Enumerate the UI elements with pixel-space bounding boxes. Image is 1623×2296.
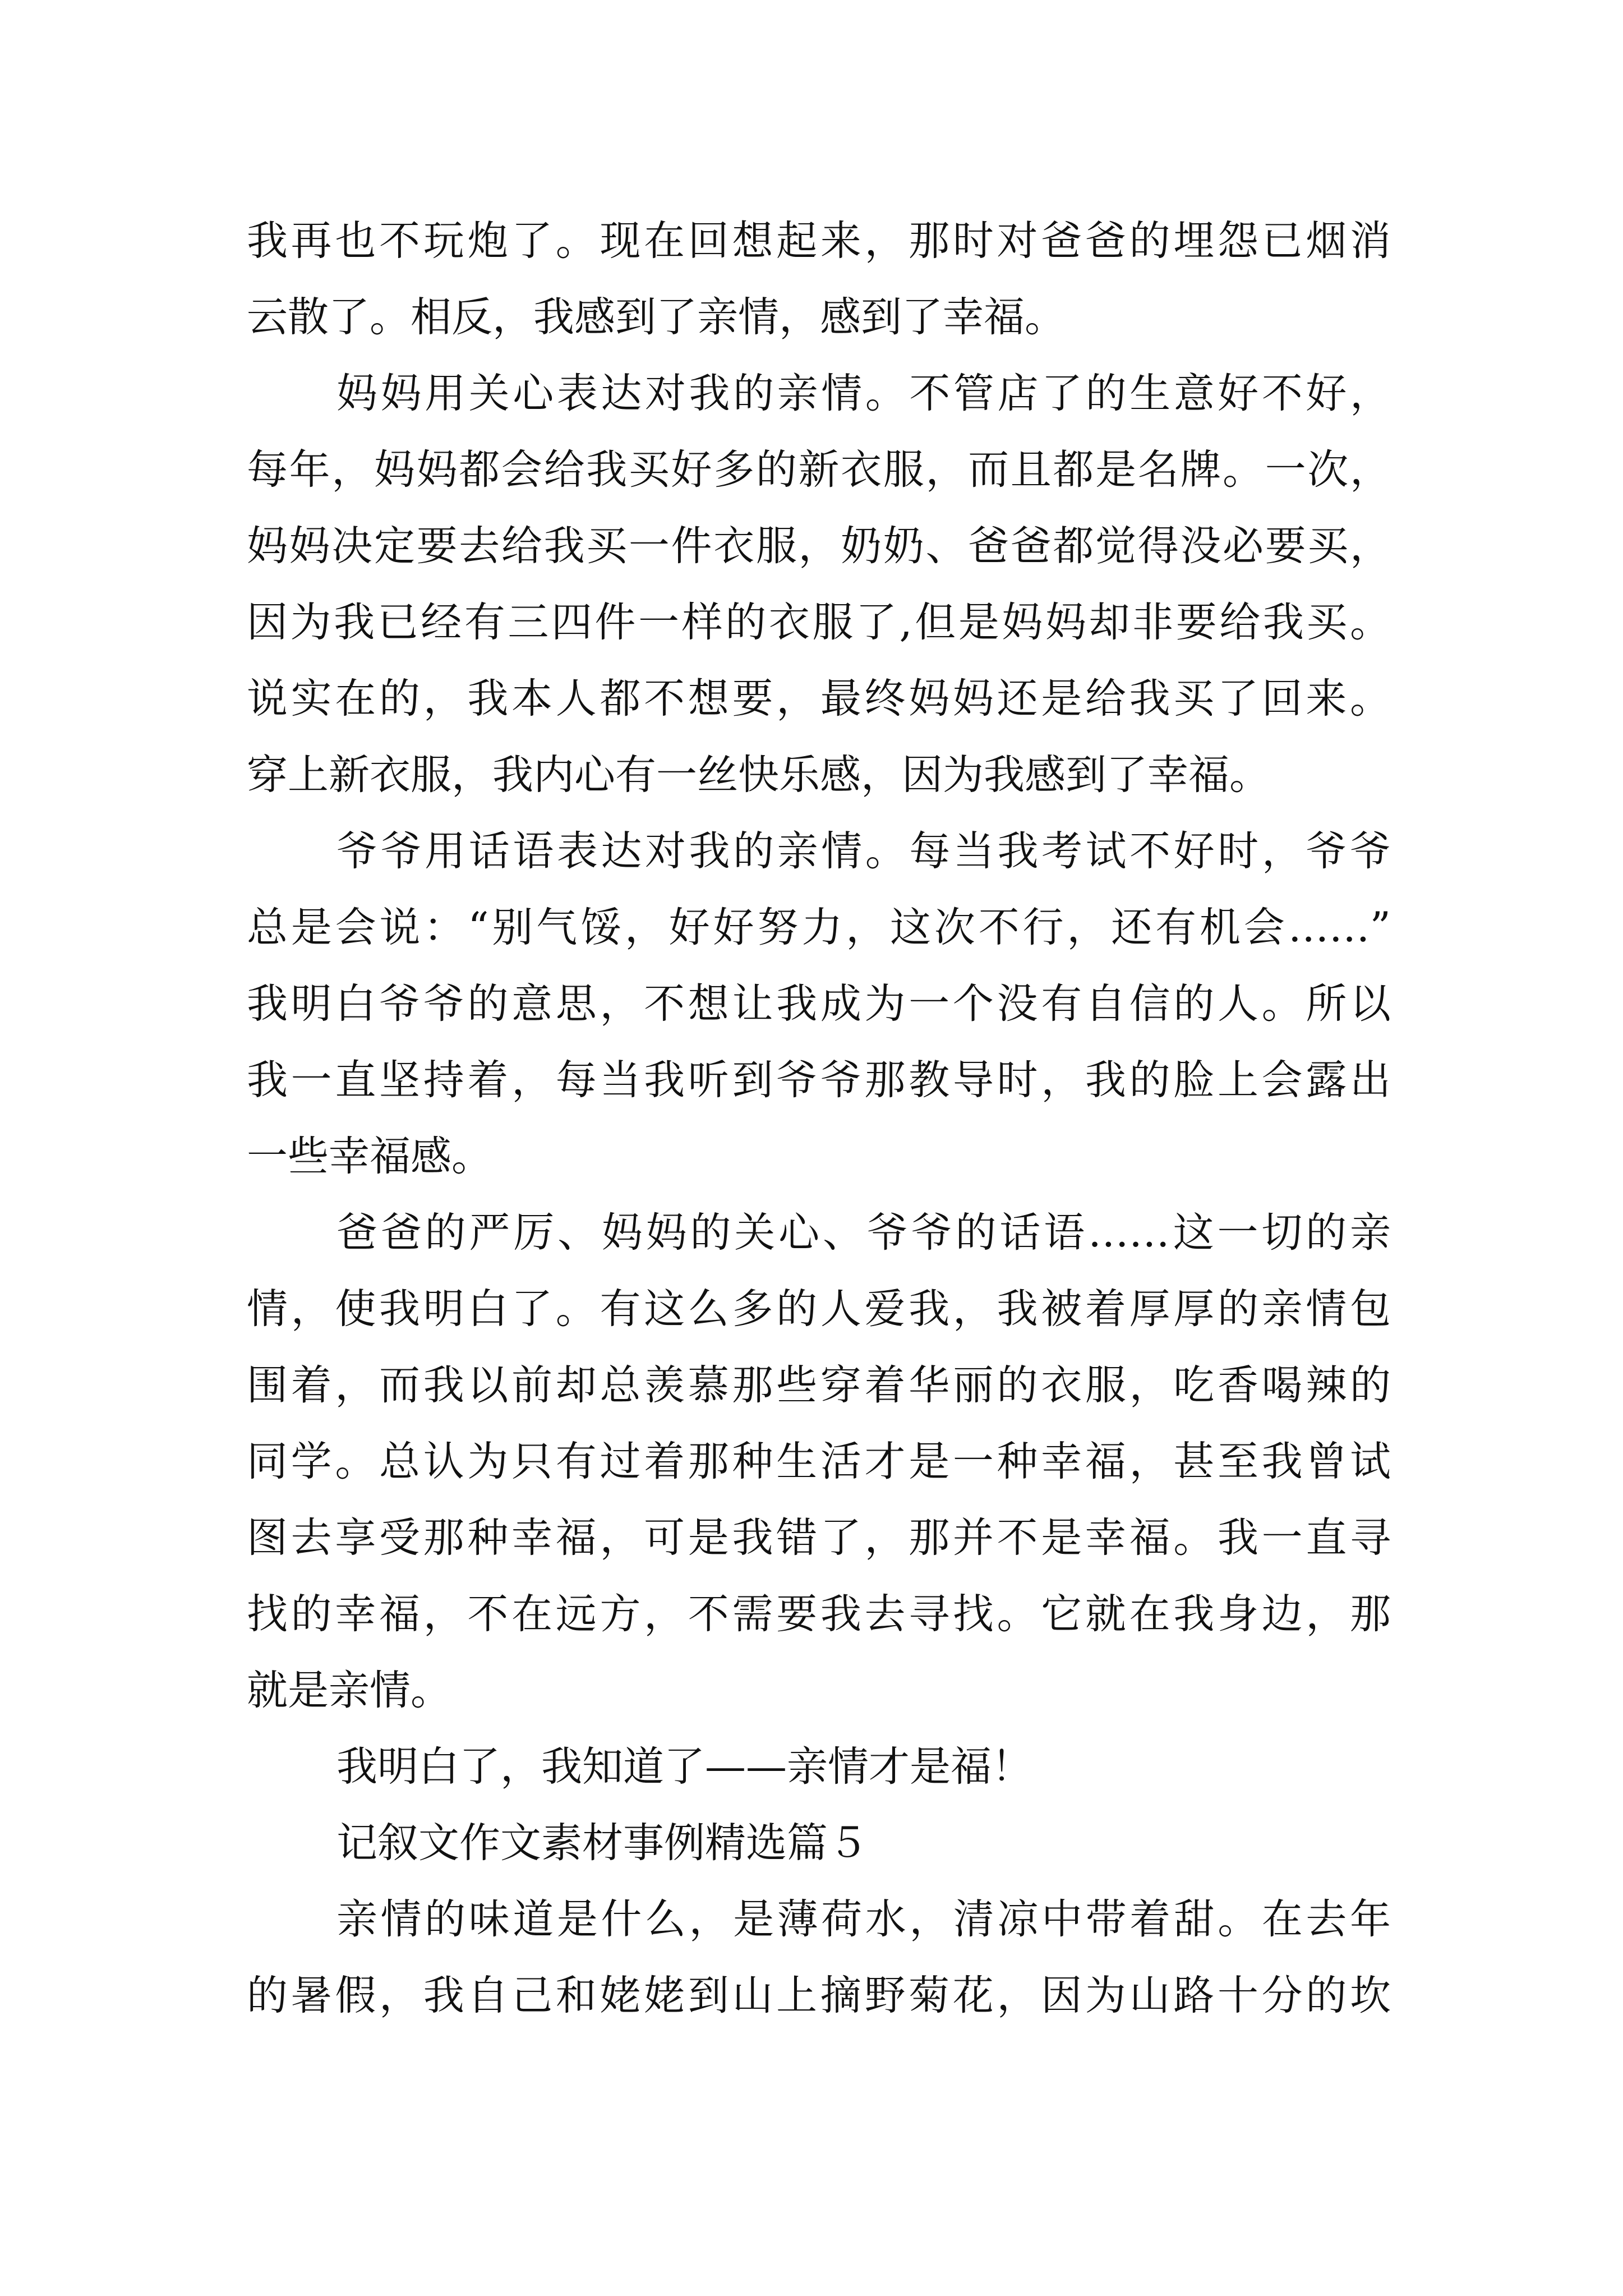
text-line: 同学。总认为只有过着那种生活才是一种幸福，甚至我曾试: [247, 1438, 1391, 1485]
section-heading: [247, 1805, 1391, 1881]
paragraph: [247, 203, 1391, 356]
text-line: 就是亲情。: [247, 1667, 451, 1714]
text-line: 穿上新衣服，我内心有一丝快乐感，因为我感到了幸福。: [247, 751, 1270, 799]
text-line: 妈妈决定要去给我买一件衣服，奶奶、爸爸都觉得没必要买，: [247, 522, 1391, 570]
text-line: 一些幸福感。: [247, 1133, 492, 1180]
paragraph: [247, 813, 1391, 1195]
text-line: 说实在的，我本人都不想要，最终妈妈还是给我买了回来。: [247, 675, 1391, 723]
text-line: 总是会说：“别气馁，好好努力，这次不行，还有机会……”: [247, 904, 1391, 951]
text-line: 亲情的味道是什么，是薄荷水，清凉中带着甜。在去年: [336, 1895, 1391, 1943]
paragraph: [247, 1729, 1391, 1805]
text-line: 围着，而我以前却总羡慕那些穿着华丽的衣服，吃香喝辣的: [247, 1361, 1391, 1409]
text-line: 爸爸的严厉、妈妈的关心、爷爷的话语……这一切的亲: [336, 1209, 1391, 1257]
text-line: 的暑假，我自己和姥姥到山上摘野菊花，因为山路十分的坎: [247, 1972, 1391, 2019]
text-line: 每年，妈妈都会给我买好多的新衣服，而且都是名牌。一次，: [247, 446, 1391, 494]
text-line: 云散了。相反，我感到了亲情，感到了幸福。: [247, 293, 1066, 341]
document-body: [247, 203, 1391, 2034]
text-line: 找的幸福，不在远方，不需要我去寻找。它就在我身边，那: [247, 1590, 1391, 1638]
paragraph: [247, 356, 1391, 813]
text-line: 妈妈用关心表达对我的亲情。不管店了的生意好不好，: [336, 370, 1391, 417]
text-line: 情，使我明白了。有这么多的人爱我，我被着厚厚的亲情包: [247, 1285, 1391, 1333]
text-line: 我一直坚持着，每当我听到爷爷那教导时，我的脸上会露出: [247, 1056, 1391, 1104]
text-line: 因为我已经有三四件一样的衣服了,但是妈妈却非要给我买。: [247, 599, 1391, 646]
heading-text: 记叙文作文素材事例精选篇５: [336, 1819, 869, 1867]
paragraph: [247, 1195, 1391, 1729]
paragraph: [247, 1881, 1391, 2034]
text-line: 图去享受那种幸福，可是我错了，那并不是幸福。我一直寻: [247, 1514, 1391, 1562]
text-line: 我再也不玩炮了。现在回想起来，那时对爸爸的埋怨已烟消: [247, 217, 1391, 265]
text-line: 我明白爷爷的意思，不想让我成为一个没有自信的人。所以: [247, 980, 1391, 1028]
text-line: 爷爷用话语表达对我的亲情。每当我考试不好时，爷爷: [336, 827, 1391, 875]
text-line: 我明白了，我知道了——亲情才是福！: [336, 1743, 1032, 1791]
